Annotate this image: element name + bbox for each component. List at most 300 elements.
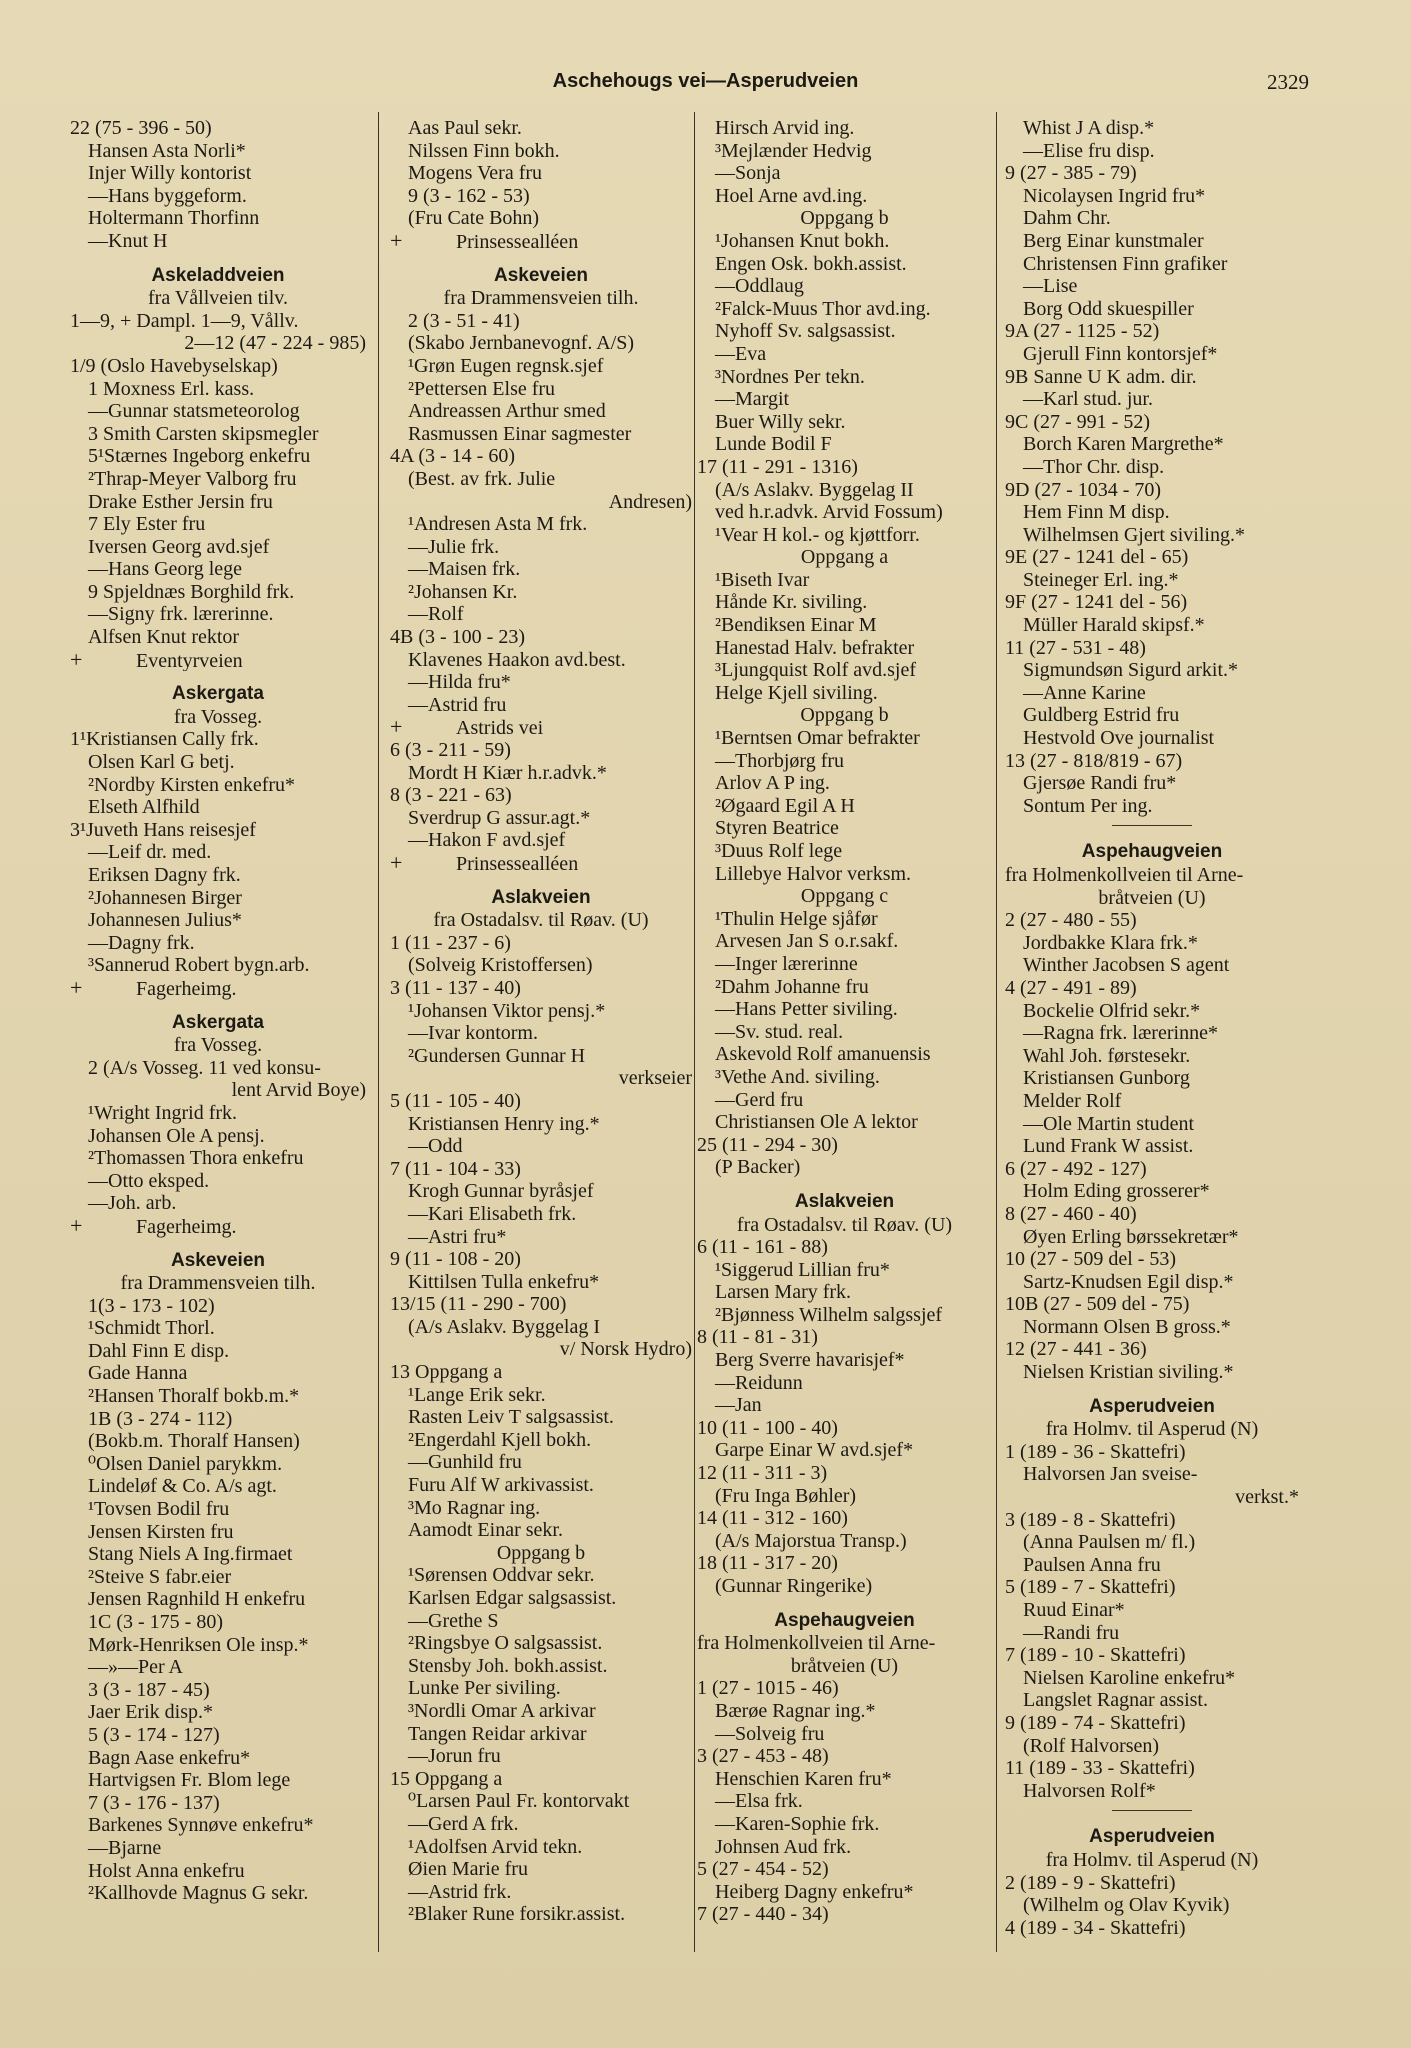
directory-line: lent Arvid Boye) xyxy=(231,1079,366,1102)
directory-line: —Thorbjørg fru xyxy=(715,749,845,772)
directory-line: 9B Sanne U K adm. dir. xyxy=(1005,365,1197,388)
directory-line: —Anne Karine xyxy=(1023,681,1146,704)
directory-line: ³Nordli Omar A arkivar xyxy=(408,1699,596,1722)
directory-line: —Ole Martin student xyxy=(1023,1112,1195,1135)
directory-line: 7 (3 - 176 - 137) xyxy=(88,1791,220,1814)
directory-line: —Dagny frk. xyxy=(88,931,195,954)
directory-line: 11 (27 - 531 - 48) xyxy=(1005,636,1146,659)
directory-line: Halvorsen Rolf* xyxy=(1023,1779,1156,1802)
directory-line: —Kari Elisabeth frk. xyxy=(408,1202,577,1225)
running-title: Aschehougs vei—Asperudveien xyxy=(552,70,859,92)
directory-line: ²Johansen Kr. xyxy=(408,580,518,603)
directory-line: Lunke Per siviling. xyxy=(408,1677,561,1700)
directory-line: Injer Willy kontorist xyxy=(88,162,252,185)
directory-line: (A/s Majorstua Transp.) xyxy=(715,1529,907,1552)
directory-line: Mørk-Henriksen Ole insp.* xyxy=(88,1633,309,1656)
directory-line: 4A (3 - 14 - 60) xyxy=(390,445,515,468)
directory-line: 5 (27 - 454 - 52) xyxy=(697,1858,829,1881)
directory-line: Jordbakke Klara frk.* xyxy=(1023,931,1198,954)
directory-line: 3 (189 - 8 - Skattefri) xyxy=(1005,1508,1176,1531)
directory-line: 2 (A/s Vosseg. 11 ved konsu- xyxy=(88,1056,321,1079)
street-heading: Asperudveien xyxy=(1089,1395,1215,1417)
directory-line: 1(3 - 173 - 102) xyxy=(88,1294,215,1317)
directory-line: —Hans byggeform. xyxy=(88,184,247,207)
directory-line: —Jan xyxy=(715,1394,762,1417)
directory-line: ²Johannesen Birger xyxy=(88,886,242,909)
directory-line: Lillebye Halvor verksm. xyxy=(715,862,912,885)
crossing-icon: + xyxy=(390,852,403,875)
directory-line: (Rolf Halvorsen) xyxy=(1023,1734,1160,1757)
directory-line: Johnsen Aud frk. xyxy=(715,1835,852,1858)
directory-line: Olsen Karl G betj. xyxy=(88,751,235,774)
directory-line: Hansen Asta Norli* xyxy=(88,139,246,162)
directory-line: Holtermann Thorfinn xyxy=(88,207,260,230)
directory-line: 4B (3 - 100 - 23) xyxy=(390,626,525,649)
street-range: fra Drammensveien tilh. xyxy=(120,1272,316,1295)
directory-line: Bagn Aase enkefru* xyxy=(88,1746,251,1769)
directory-line: ¹Adolfsen Arvid tekn. xyxy=(408,1835,583,1858)
directory-line: Berg Einar kunstmaler xyxy=(1023,229,1204,252)
directory-line: (Fru Cate Bohn) xyxy=(408,207,540,230)
directory-line: 2 (3 - 51 - 41) xyxy=(408,309,520,332)
crossing-street-name: Prinsessealléen xyxy=(456,230,579,253)
directory-line: Askevold Rolf amanuensis xyxy=(715,1043,931,1066)
directory-line: Berg Sverre havarisjef* xyxy=(715,1349,905,1372)
street-heading: Aslakveien xyxy=(491,886,591,908)
directory-line: Aamodt Einar sekr. xyxy=(408,1519,563,1542)
directory-line: Alfsen Knut rektor xyxy=(88,626,240,649)
directory-line: ³Nordnes Per tekn. xyxy=(715,365,865,388)
directory-line: Ruud Einar* xyxy=(1023,1599,1125,1621)
directory-line: 14 (11 - 312 - 160) xyxy=(697,1507,848,1530)
directory-line: Nyhoff Sv. salgsassist. xyxy=(715,320,896,343)
directory-line: —Lise xyxy=(1023,275,1078,298)
directory-line: 1 (189 - 36 - Skattefri) xyxy=(1005,1440,1186,1463)
directory-line: 1 (11 - 237 - 6) xyxy=(390,931,511,954)
directory-line: —Astrid fru xyxy=(408,693,507,716)
directory-line: Stang Niels A Ing.firmaet xyxy=(88,1543,293,1566)
crossing-street-name: Astrids vei xyxy=(456,717,544,740)
street-heading: Asperudveien xyxy=(1089,1826,1215,1848)
directory-line: Iversen Georg avd.sjef xyxy=(88,535,270,558)
directory-line: Stensby Joh. bokh.assist. xyxy=(408,1654,608,1677)
directory-line: ²Thrap-Meyer Valborg fru xyxy=(88,467,297,490)
directory-line: Larsen Mary frk. xyxy=(715,1281,852,1304)
directory-line: 22 (75 - 396 - 50) xyxy=(70,117,212,139)
directory-line: ⁰Olsen Daniel parykkm. xyxy=(88,1452,283,1475)
directory-line: Müller Harald skipsf.* xyxy=(1023,614,1205,637)
directory-line: ³Vethe And. siviling. xyxy=(715,1065,880,1088)
directory-line: Nielsen Karoline enkefru* xyxy=(1023,1666,1236,1689)
directory-line: ²Bendiksen Einar M xyxy=(715,614,877,637)
directory-line: —Hans Petter siviling. xyxy=(715,998,898,1021)
directory-line: ¹Johansen Knut bokh. xyxy=(715,229,890,252)
directory-line: 6 (27 - 492 - 127) xyxy=(1005,1157,1147,1180)
street-crossing xyxy=(390,716,692,739)
street-range: Oppgang a xyxy=(800,546,889,569)
directory-line: Hanestad Halv. befrakter xyxy=(715,636,915,659)
directory-line: ²Øgaard Egil A H xyxy=(715,794,855,817)
directory-line: Engen Osk. bokh.assist. xyxy=(715,252,907,275)
directory-line: Guldberg Estrid fru xyxy=(1023,704,1180,727)
directory-line: verkst.* xyxy=(1235,1486,1299,1509)
street-range: fra Holmv. til Asperud (N) xyxy=(1045,1418,1259,1441)
directory-line: Garpe Einar W avd.sjef* xyxy=(715,1439,914,1462)
directory-line: —Signy frk. lærerinne. xyxy=(88,603,274,626)
directory-line: —Karl stud. jur. xyxy=(1023,388,1153,411)
directory-line: ²Dahm Johanne fru xyxy=(715,975,869,998)
directory-line: Steineger Erl. ing.* xyxy=(1023,568,1179,591)
directory-line: ²Steive S fabr.eier xyxy=(88,1565,232,1588)
directory-line: ²Blaker Rune forsikr.assist. xyxy=(408,1903,626,1926)
crossing-icon: + xyxy=(390,229,403,253)
column-divider xyxy=(694,112,695,1952)
directory-line: v/ Norsk Hydro) xyxy=(559,1338,692,1361)
directory-line: Furu Alf W arkivassist. xyxy=(408,1474,594,1497)
directory-line: Lindeløf & Co. A/s agt. xyxy=(88,1475,277,1498)
directory-line: —Maisen frk. xyxy=(408,558,521,581)
directory-line: (Fru Inga Bøhler) xyxy=(715,1484,857,1507)
directory-line: ¹Berntsen Omar befrakter xyxy=(715,727,920,750)
directory-line: Eriksen Dagny frk. xyxy=(88,864,241,886)
directory-line: Holst Anna enkefru xyxy=(88,1859,245,1882)
directory-line: ³Sannerud Robert bygn.arb. xyxy=(88,954,310,977)
directory-line: Jensen Ragnhild H enkefru xyxy=(88,1588,306,1611)
directory-line: 9D (27 - 1034 - 70) xyxy=(1005,478,1162,501)
directory-line: ³Duus Rolf lege xyxy=(715,840,843,862)
directory-line: —Inger lærerinne xyxy=(715,952,858,975)
directory-line: 5¹Stærnes Ingeborg enkefru xyxy=(88,445,311,468)
directory-line: Kittilsen Tulla enkefru* xyxy=(408,1270,600,1293)
directory-line: Øien Marie fru xyxy=(408,1858,528,1881)
directory-line: Hartvigsen Fr. Blom lege xyxy=(88,1769,291,1792)
directory-line: Arlov A P ing. xyxy=(715,772,830,795)
directory-line: Gjerull Finn kontorsjef* xyxy=(1023,342,1218,365)
directory-line: ¹Grøn Eugen regnsk.sjef xyxy=(408,354,604,377)
directory-line: 4 (27 - 491 - 89) xyxy=(1005,976,1137,999)
street-heading: Askeladdveien xyxy=(151,264,285,286)
directory-line: ³Mo Ragnar ing. xyxy=(408,1496,541,1519)
directory-line: 18 (11 - 317 - 20) xyxy=(697,1552,838,1575)
directory-line: 3 (27 - 453 - 48) xyxy=(697,1745,829,1768)
crossing-street-name: Fagerheimg. xyxy=(136,977,237,1000)
directory-line: Christensen Finn grafiker xyxy=(1023,252,1228,275)
directory-line: 9C (27 - 991 - 52) xyxy=(1005,410,1150,433)
directory-line: Sigmundsøn Sigurd arkit.* xyxy=(1023,659,1239,682)
directory-line: Kristiansen Gunborg xyxy=(1023,1067,1190,1090)
directory-line: Winther Jacobsen S agent xyxy=(1023,954,1230,977)
directory-line: Tangen Reidar arkivar xyxy=(408,1722,587,1745)
directory-line: 6 (3 - 211 - 59) xyxy=(390,739,511,762)
directory-line: 13 (27 - 818/819 - 67) xyxy=(1005,749,1183,772)
directory-line: Arvesen Jan S o.r.sakf. xyxy=(715,930,899,953)
directory-line: —Julie frk. xyxy=(408,535,500,558)
street-range: Oppgang b xyxy=(496,1541,586,1564)
directory-line: Wahl Joh. førstesekr. xyxy=(1023,1044,1191,1067)
section-rule xyxy=(1005,1802,1299,1814)
directory-line: ²Kallhovde Magnus G sekr. xyxy=(88,1882,309,1905)
directory-line: —Gunhild fru xyxy=(408,1451,522,1474)
directory-line: (Best. av frk. Julie xyxy=(408,467,556,490)
directory-line: ²Bjønness Wilhelm salgssjef xyxy=(715,1303,943,1326)
street-range: fra Ostadalsv. til Røav. (U) xyxy=(736,1213,953,1236)
directory-line: —Grethe S xyxy=(408,1609,499,1632)
directory-line: 5 (3 - 174 - 127) xyxy=(88,1723,220,1746)
street-crossing xyxy=(70,1215,366,1238)
directory-line: Nilssen Finn bokh. xyxy=(408,139,560,162)
directory-line: Jensen Kirsten fru xyxy=(88,1520,234,1543)
directory-line: 4 (189 - 34 - Skattefri) xyxy=(1005,1916,1186,1939)
directory-line: Krogh Gunnar byråsjef xyxy=(408,1180,594,1203)
directory-line: —Joh. arb. xyxy=(88,1192,177,1215)
street-range: fra Vosseg. xyxy=(173,705,263,728)
directory-line: 5 (11 - 105 - 40) xyxy=(390,1089,521,1112)
directory-line: ¹Sørensen Oddvar sekr. xyxy=(408,1564,595,1587)
directory-line: Henschien Karen fru* xyxy=(715,1767,892,1790)
directory-line: 9 (27 - 385 - 79) xyxy=(1005,162,1137,185)
directory-line: —Bjarne xyxy=(88,1836,162,1859)
directory-line: —Odd xyxy=(408,1135,463,1158)
directory-line: 1—9, + Dampl. 1—9, Vållv. xyxy=(70,309,299,332)
directory-line: —Thor Chr. disp. xyxy=(1023,455,1165,478)
street-range: Oppgang c xyxy=(800,885,889,908)
directory-line: —Hans Georg lege xyxy=(88,558,243,581)
directory-line: —Hilda fru* xyxy=(408,671,511,694)
directory-line: Kristiansen Henry ing.* xyxy=(408,1112,600,1135)
directory-line: Hoel Arne avd.ing. xyxy=(715,184,868,207)
directory-line: Wilhelmsen Gjert siviling.* xyxy=(1023,523,1245,546)
directory-line: 8 (11 - 81 - 31) xyxy=(697,1326,818,1349)
directory-line: —Rolf xyxy=(408,603,464,626)
directory-line: —Sv. stud. real. xyxy=(715,1020,844,1043)
directory-line: 17 (11 - 291 - 1316) xyxy=(697,455,858,478)
directory-line: Johannesen Julius* xyxy=(88,909,242,932)
directory-line: ²Thomassen Thora enkefru xyxy=(88,1147,304,1170)
directory-line: Andreassen Arthur smed xyxy=(408,400,606,423)
directory-line: —Leif dr. med. xyxy=(88,841,212,864)
directory-line: —Karen-Sophie frk. xyxy=(715,1812,880,1835)
section-rule xyxy=(1005,817,1299,829)
directory-line: 9A (27 - 1125 - 52) xyxy=(1005,320,1160,343)
street-heading: Askergata xyxy=(172,683,264,705)
directory-line: (Bokb.m. Thoralf Hansen) xyxy=(88,1430,300,1453)
crossing-street-name: Fagerheimg. xyxy=(136,1215,237,1238)
directory-line: fra Holmenkollveien til Arne- xyxy=(1005,864,1244,886)
directory-line: Nicolaysen Ingrid fru* xyxy=(1023,184,1206,207)
directory-line: ¹Biseth Ivar xyxy=(715,568,810,591)
column-divider xyxy=(378,112,379,1952)
crossing-icon: + xyxy=(390,716,403,740)
directory-line: Øyen Erling børssekretær* xyxy=(1023,1225,1239,1248)
directory-line: ²Gundersen Gunnar H xyxy=(408,1044,586,1067)
street-heading: Askergata xyxy=(172,1011,264,1033)
directory-line: Hirsch Arvid ing. xyxy=(715,117,855,139)
directory-line: Helge Kjell siviling. xyxy=(715,681,878,704)
directory-line: 9F (27 - 1241 del - 56) xyxy=(1005,591,1188,614)
directory-line: ¹Schmidt Thorl. xyxy=(88,1317,215,1340)
directory-line: (Anna Paulsen m/ fl.) xyxy=(1023,1531,1196,1554)
page-header xyxy=(0,70,1411,100)
directory-line: Melder Rolf xyxy=(1023,1089,1122,1112)
street-range: fra Drammensveien tilh. xyxy=(443,287,639,310)
directory-line: —Knut H xyxy=(88,229,168,252)
directory-line: —Margit xyxy=(715,388,790,411)
directory-line: —»—Per A xyxy=(88,1656,183,1679)
directory-line: 11 (189 - 33 - Skattefri) xyxy=(1005,1757,1195,1780)
directory-line: ved h.r.advk. Arvid Fossum) xyxy=(715,501,943,524)
directory-line: Mogens Vera fru xyxy=(408,162,543,185)
directory-line: —Astrid frk. xyxy=(408,1880,512,1903)
street-range: bråtveien (U) xyxy=(790,1654,899,1677)
directory-line: (Solveig Kristoffersen) xyxy=(408,954,593,977)
directory-line: 13 Oppgang a xyxy=(390,1361,503,1384)
column-divider xyxy=(996,112,997,1952)
directory-line: Jaer Erik disp.* xyxy=(88,1701,213,1724)
directory-line: Sontum Per ing. xyxy=(1023,794,1153,817)
directory-line: 9 (3 - 162 - 53) xyxy=(408,184,530,207)
crossing-street-name: Prinsessealléen xyxy=(456,853,579,875)
directory-line: 9 Spjeldnæs Borghild frk. xyxy=(88,580,295,603)
directory-line: fra Holmenkollveien til Arne- xyxy=(697,1632,936,1655)
directory-line: ²Hansen Thoralf bokb.m.* xyxy=(88,1385,300,1408)
directory-line: Mordt H Kiær h.r.advk.* xyxy=(408,761,607,784)
directory-line: 1¹Kristiansen Cally frk. xyxy=(70,728,259,751)
directory-line: 10 (11 - 100 - 40) xyxy=(697,1416,838,1439)
directory-line: 13/15 (11 - 290 - 700) xyxy=(390,1293,567,1316)
directory-line: —Randi fru xyxy=(1023,1621,1120,1644)
directory-line: ³Mejlænder Hedvig xyxy=(715,139,872,162)
directory-line: Aas Paul sekr. xyxy=(408,117,522,139)
directory-line: 3 (11 - 137 - 40) xyxy=(390,976,521,999)
street-heading: Askeveien xyxy=(170,1249,265,1271)
directory-line: Lund Frank W assist. xyxy=(1023,1135,1194,1158)
directory-line: —Otto eksped. xyxy=(88,1169,210,1192)
directory-line: ¹Vear H kol.- og kjøttforr. xyxy=(715,523,920,546)
crossing-icon: + xyxy=(70,1214,83,1238)
directory-line: ¹Johansen Viktor pensj.* xyxy=(408,999,606,1022)
directory-line: ²Ringsbye O salgsassist. xyxy=(408,1632,603,1655)
directory-line: ²Pettersen Else fru xyxy=(408,377,556,400)
directory-line: Sverdrup G assur.agt.* xyxy=(408,806,591,829)
directory-line: —Ivar kontorm. xyxy=(408,1022,538,1045)
directory-line: ¹Lange Erik sekr. xyxy=(408,1383,546,1406)
directory-line: Karlsen Edgar salgsassist. xyxy=(408,1587,617,1609)
directory-line: Gjersøe Randi fru* xyxy=(1023,772,1177,795)
directory-line: ¹Wright Ingrid frk. xyxy=(88,1101,238,1124)
street-range: bråtveien (U) xyxy=(1098,886,1206,909)
directory-line: Bockelie Olfrid sekr.* xyxy=(1023,999,1201,1022)
directory-line: Hestvold Ove journalist xyxy=(1023,727,1215,750)
directory-line: —Sonja xyxy=(715,162,781,185)
directory-line: Drake Esther Jersin fru xyxy=(88,490,273,513)
directory-line: ⁰Larsen Paul Fr. kontorvakt xyxy=(408,1790,630,1813)
directory-line: —Solveig fru xyxy=(715,1722,825,1745)
directory-line: (A/s Aslakv. Byggelag I xyxy=(408,1315,601,1338)
directory-line: Hånde Kr. siviling. xyxy=(715,591,868,614)
street-heading: Aslakveien xyxy=(794,1190,895,1212)
directory-line: 7 Ely Ester fru xyxy=(88,513,206,536)
directory-line: Christiansen Ole A lektor xyxy=(715,1111,918,1134)
directory-line: —Reidunn xyxy=(715,1371,803,1394)
column-1 xyxy=(70,117,366,1905)
directory-line: 2 (189 - 9 - Skattefri) xyxy=(1005,1871,1176,1894)
column-4 xyxy=(1005,117,1299,1939)
directory-line: —Oddlaug xyxy=(715,275,804,298)
directory-line: Whist J A disp.* xyxy=(1023,117,1155,139)
directory-line: (A/s Aslakv. Byggelag II xyxy=(715,478,914,501)
directory-line: Johansen Ole A pensj. xyxy=(88,1124,265,1147)
street-heading: Askeveien xyxy=(493,264,588,286)
directory-line: Rasten Leiv T salgsassist. xyxy=(408,1406,614,1429)
crossing-street-name: Eventyrveien xyxy=(136,649,243,672)
directory-line: 1C (3 - 175 - 80) xyxy=(88,1611,223,1633)
directory-line: 9 (189 - 74 - Skattefri) xyxy=(1005,1711,1186,1734)
directory-line: 3 Smith Carsten skipsmegler xyxy=(88,422,319,445)
street-crossing xyxy=(390,852,692,875)
directory-line: 1/9 (Oslo Havebyselskap) xyxy=(70,354,278,377)
directory-line: Barkenes Synnøve enkefru* xyxy=(88,1814,314,1837)
directory-line: 7 (11 - 104 - 33) xyxy=(390,1157,521,1180)
directory-line: 25 (11 - 294 - 30) xyxy=(697,1133,838,1156)
directory-line: (P Backer) xyxy=(715,1156,801,1179)
directory-line: Rasmussen Einar sagmester xyxy=(408,422,632,445)
directory-line: 7 (189 - 10 - Skattefri) xyxy=(1005,1644,1186,1667)
directory-line: Bærøe Ragnar ing.* xyxy=(715,1699,876,1722)
street-range: Oppgang b xyxy=(800,704,889,727)
page-number: 2329 xyxy=(1267,70,1309,94)
directory-line: Dahl Finn E disp. xyxy=(88,1339,230,1362)
directory-line: ²Engerdahl Kjell bokh. xyxy=(408,1428,592,1451)
directory-line: ¹Tovsen Bodil fru xyxy=(88,1498,230,1521)
directory-line: —Eva xyxy=(715,342,767,365)
directory-line: —Elise fru disp. xyxy=(1023,139,1155,162)
directory-line: 6 (11 - 161 - 88) xyxy=(697,1236,828,1259)
directory-line: 7 (27 - 440 - 34) xyxy=(697,1903,829,1926)
directory-line: (Skabo Jernbanevognf. A/S) xyxy=(408,332,635,355)
directory-line: ²Nordby Kirsten enkefru* xyxy=(88,773,296,796)
directory-line: Lunde Bodil F xyxy=(715,433,832,456)
directory-line: —Gunnar statsmeteorolog xyxy=(88,400,300,423)
directory-line: 1B (3 - 274 - 112) xyxy=(88,1407,233,1430)
directory-line: Sartz-Knudsen Egil disp.* xyxy=(1023,1270,1234,1293)
directory-line: Nielsen Kristian siviling.* xyxy=(1023,1361,1234,1384)
directory-line: ¹Thulin Helge sjåfør xyxy=(715,907,878,930)
directory-line: Dahm Chr. xyxy=(1023,207,1111,230)
column-2 xyxy=(390,117,692,1926)
directory-line: Langslet Ragnar assist. xyxy=(1023,1689,1208,1712)
directory-line: 15 Oppgang a xyxy=(390,1767,503,1790)
directory-line: 3 (3 - 187 - 45) xyxy=(88,1678,210,1701)
street-crossing xyxy=(390,230,692,253)
street-range: fra Vosseg. xyxy=(173,1034,263,1057)
directory-line: —Elsa frk. xyxy=(715,1790,803,1813)
directory-line: Hem Finn M disp. xyxy=(1023,501,1170,524)
directory-line: Elseth Alfhild xyxy=(88,796,200,819)
street-heading: Aspehaugveien xyxy=(774,1609,915,1631)
directory-line: 10 (27 - 509 del - 53) xyxy=(1005,1248,1177,1271)
street-range: Oppgang b xyxy=(800,207,889,230)
directory-line: ¹Siggerud Lillian fru* xyxy=(715,1258,890,1281)
crossing-icon: + xyxy=(70,976,83,1000)
directory-line: ³Ljungquist Rolf avd.sjef xyxy=(715,659,916,682)
directory-line: 12 (27 - 441 - 36) xyxy=(1005,1338,1147,1361)
directory-line: Klavenes Haakon avd.best. xyxy=(408,648,626,671)
directory-line: Andresen) xyxy=(608,490,692,513)
directory-line: 8 (3 - 221 - 63) xyxy=(390,784,512,807)
directory-line: 5 (189 - 7 - Skattefri) xyxy=(1005,1576,1176,1599)
directory-line: 9 (11 - 108 - 20) xyxy=(390,1248,521,1271)
directory-line: Styren Beatrice xyxy=(715,817,839,840)
